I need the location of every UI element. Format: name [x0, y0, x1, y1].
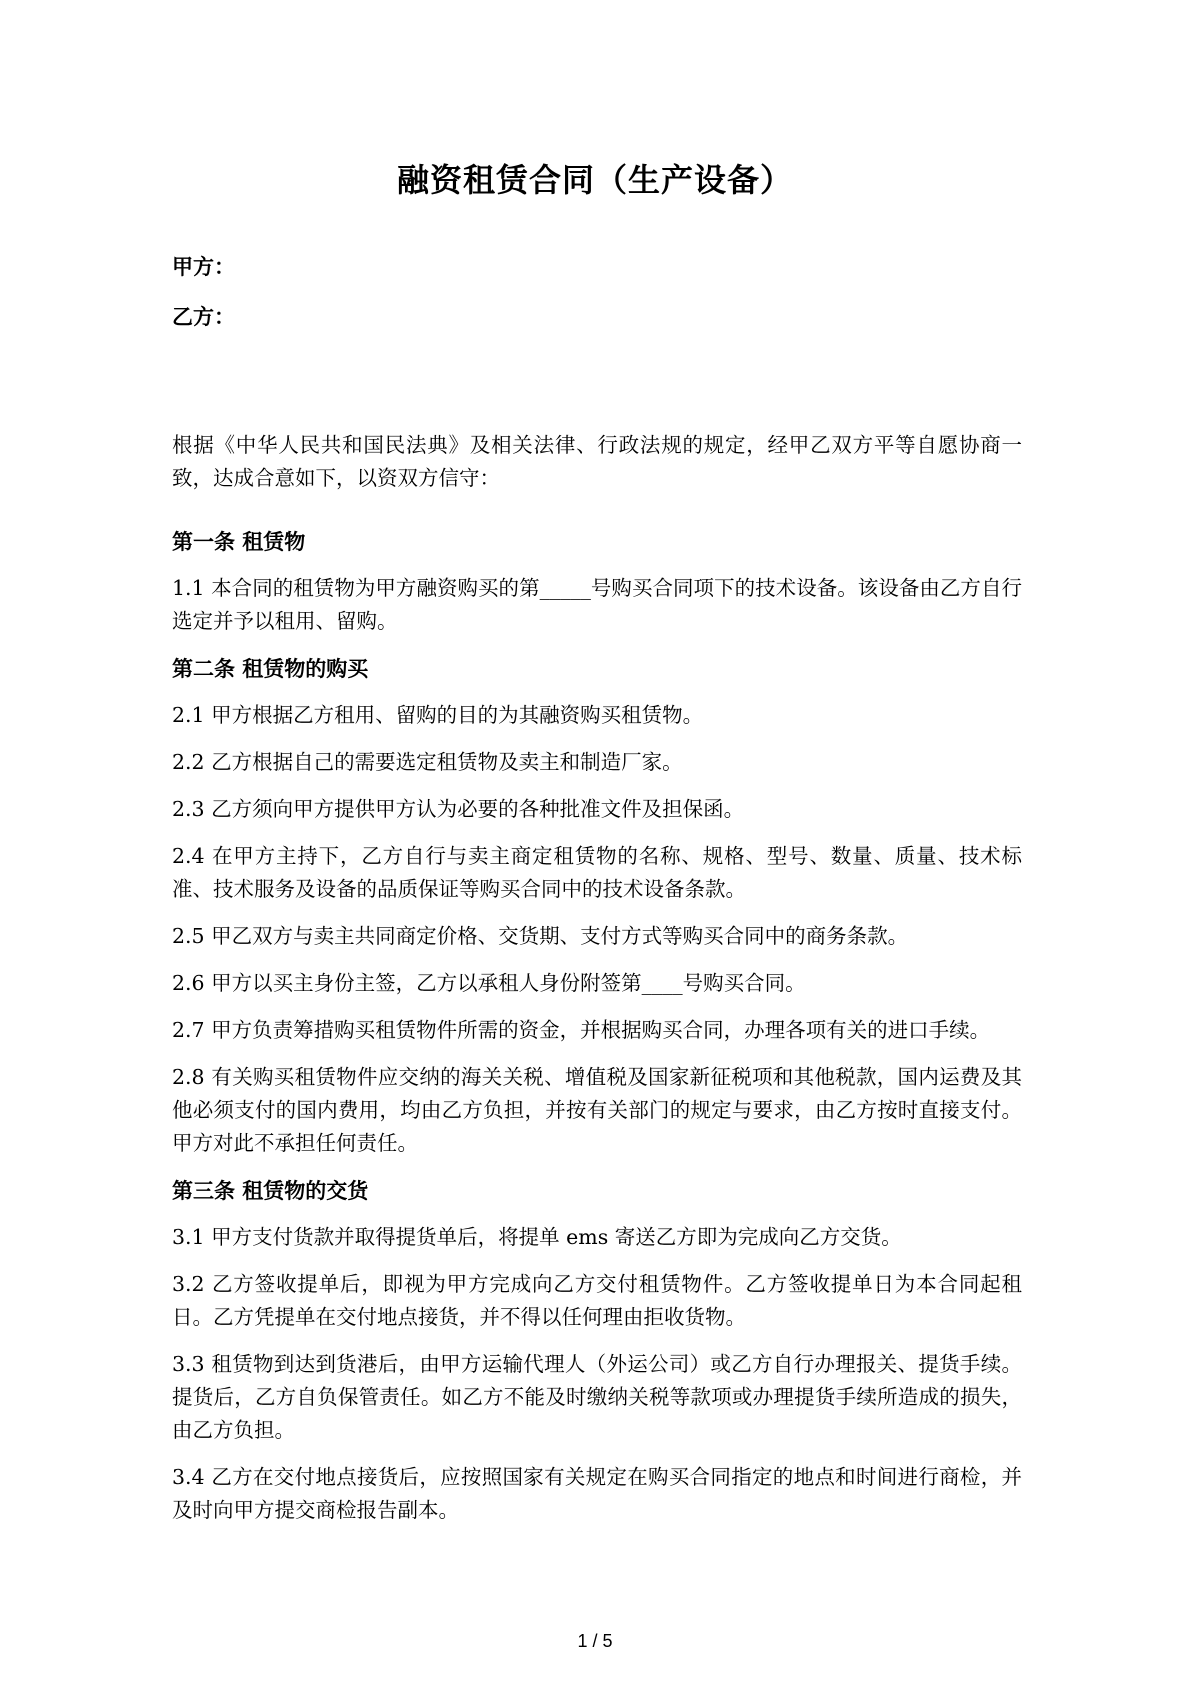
section-heading: 第二条 租赁物的购买	[172, 656, 369, 681]
section-heading: 第一条 租赁物	[172, 529, 306, 554]
clause-2-3: 2.3 乙方须向甲方提供甲方认为必要的各种批准文件及担保函。	[172, 797, 745, 821]
party-a-label: 甲方：	[172, 254, 235, 279]
clause-3-3: 3.3 租赁物到达到货港后，由甲方运输代理人（外运公司）或乙方自行办理报关、提货手续。提货后，乙方自负保管责任。如乙方不能及时缴纳关税等款项或办理提货手续所造成的损失，由乙方负担。	[172, 1352, 1022, 1442]
party-b-label: 乙方：	[172, 304, 235, 329]
clause-2-6: 2.6 甲方以买主身份主签，乙方以承租人身份附签第____号购买合同。	[172, 971, 806, 995]
section-heading: 第三条 租赁物的交货	[172, 1178, 369, 1203]
intro-paragraph: 根据《中华人民共和国民法典》及相关法律、行政法规的规定，经甲乙双方平等自愿协商一致，达成合意如下，以资双方信守：	[172, 433, 1022, 490]
clause-1-1: 1.1 本合同的租赁物为甲方融资购买的第_____号购买合同项下的技术设备。该设备由乙方自行选定并予以租用、留购。	[172, 576, 1022, 633]
clause-2-2: 2.2 乙方根据自己的需要选定租赁物及卖主和制造厂家。	[172, 750, 683, 774]
clause-3-4: 3.4 乙方在交付地点接货后，应按照国家有关规定在购买合同指定的地点和时间进行商检，并及时向甲方提交商检报告副本。	[172, 1465, 1022, 1522]
clause-2-4: 2.4 在甲方主持下，乙方自行与卖主商定租赁物的名称、规格、型号、数量、质量、技术标准、技术服务及设备的品质保证等购买合同中的技术设备条款。	[172, 844, 1022, 901]
contract-body	[172, 429, 1022, 1541]
clause-3-1: 3.1 甲方支付货款并取得提货单后，将提单 ems 寄送乙方即为完成向乙方交货。	[172, 1225, 902, 1249]
document-title: 融资租赁合同（生产设备）	[396, 161, 793, 199]
clause-2-8: 2.8 有关购买租赁物件应交纳的海关关税、增值税及国家新征税项和其他税款，国内运费及其他必须支付的国内费用，均由乙方负担，并按有关部门的规定与要求，由乙方按时直接支付。甲方对此不承担任何责任。	[172, 1065, 1022, 1155]
clause-2-5: 2.5 甲乙双方与卖主共同商定价格、交货期、支付方式等购买合同中的商务条款。	[172, 924, 909, 948]
clause-2-7: 2.7 甲方负责筹措购买租赁物件所需的资金，并根据购买合同，办理各项有关的进口手续。	[172, 1018, 991, 1042]
clause-3-2: 3.2 乙方签收提单后，即视为甲方完成向乙方交付租赁物件。乙方签收提单日为本合同起租日。乙方凭提单在交付地点接货，并不得以任何理由拒收货物。	[172, 1272, 1022, 1329]
page-number: 1 / 5	[577, 1631, 613, 1651]
clause-2-1: 2.1 甲方根据乙方租用、留购的目的为其融资购买租赁物。	[172, 703, 704, 727]
